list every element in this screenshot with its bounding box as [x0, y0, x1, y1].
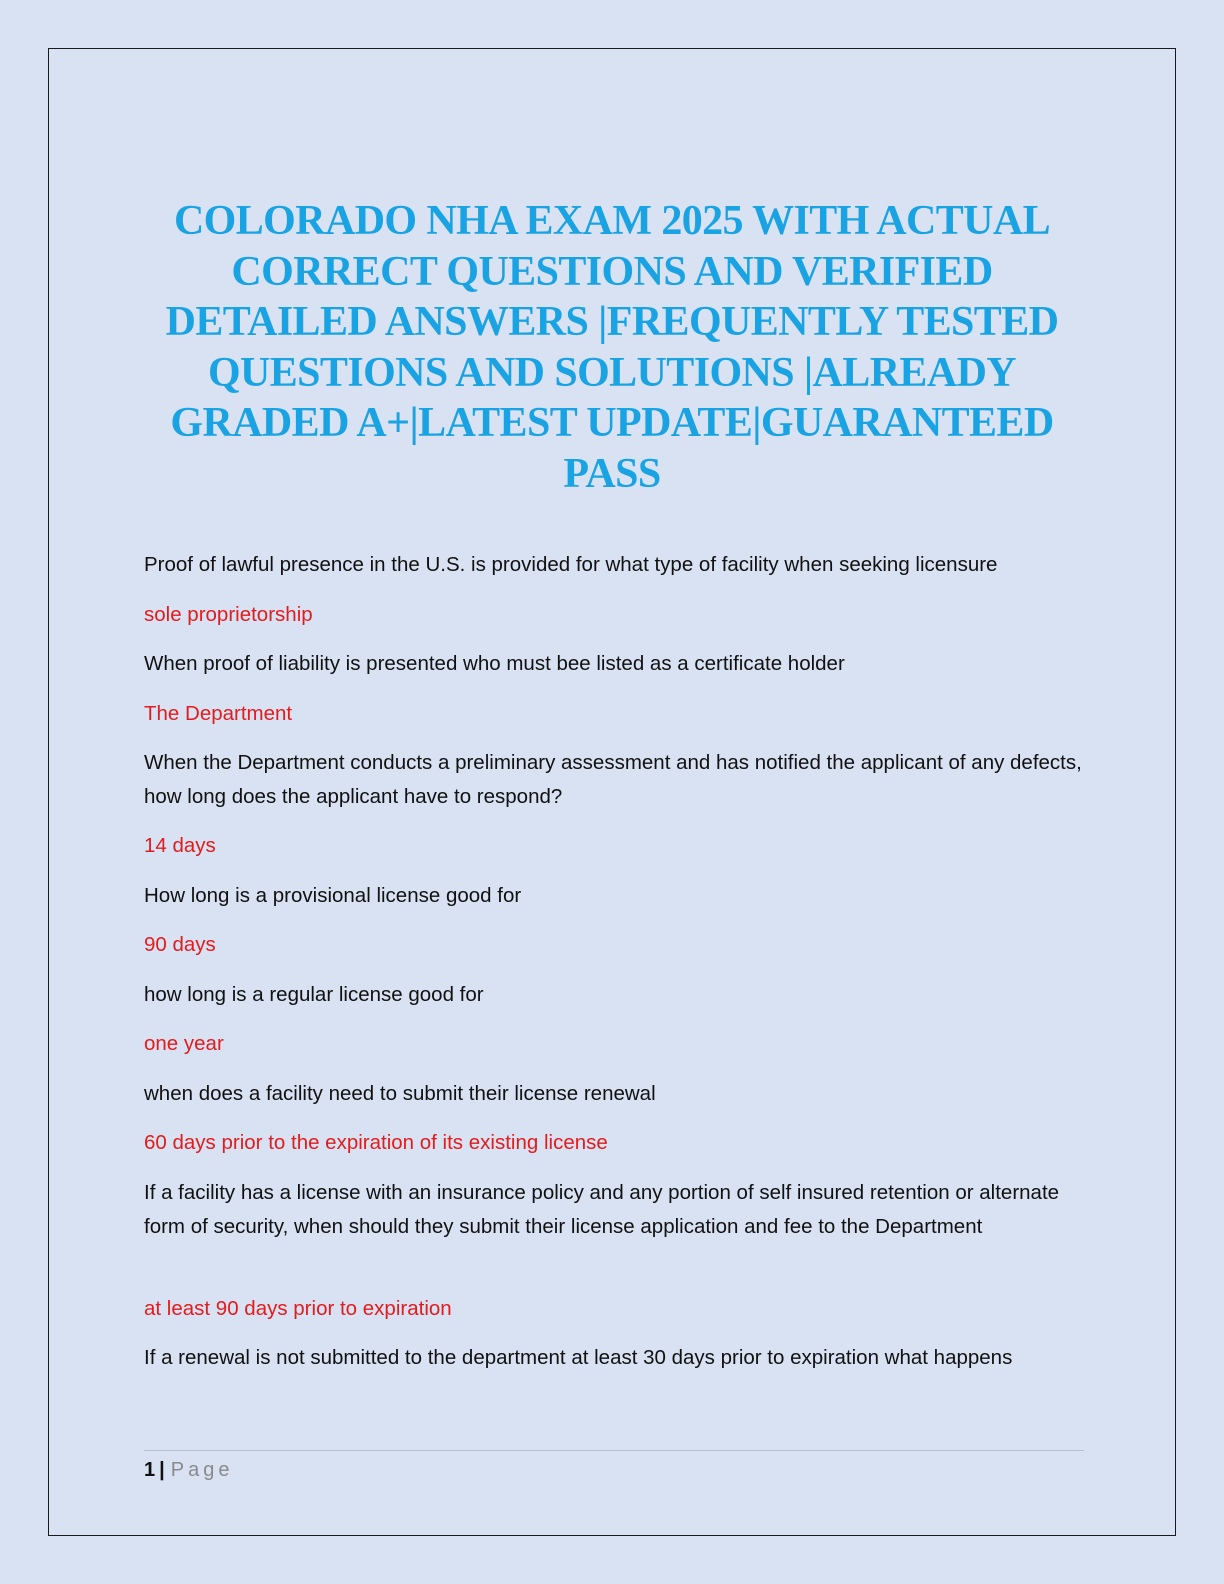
footer-divider	[144, 1450, 1084, 1451]
page-label: Page	[170, 1459, 234, 1481]
question-7: If a facility has a license with an insurance policy and any portion of self insured retention or alternate form of security, when should they submit their license application and fee to the Department	[144, 1181, 1060, 1238]
answer-4: 90 days	[144, 933, 216, 956]
question-5: how long is a regular license good for	[144, 983, 484, 1006]
answer-6: 60 days prior to the expiration of its existing license	[144, 1131, 608, 1154]
document-title: COLORADO NHA EXAM 2025 WITH ACTUAL CORRECT QUESTIONS AND VERIFIED DETAILED ANSWERS |FREQUENTLY TESTED QUESTIONS AND SOLUTIONS |ALREADY GRADED A+|LATEST UPDATE|GUARANTEED PASS	[165, 198, 1059, 497]
answer-5: one year	[144, 1032, 224, 1055]
answer-2: The Department	[144, 702, 293, 725]
question-3: When the Department conducts a preliminary assessment and has notified the applicant of any defects, how long does the applicant have to respond?	[144, 751, 1082, 808]
page-footer	[144, 1455, 233, 1485]
question-2: When proof of liability is presented who must bee listed as a certificate holder	[144, 652, 845, 675]
answer-7: at least 90 days prior to expiration	[144, 1297, 452, 1320]
question-1: Proof of lawful presence in the U.S. is provided for what type of facility when seeking licensure	[144, 553, 998, 576]
question-4: How long is a provisional license good for	[144, 884, 522, 907]
footer-separator: |	[159, 1459, 165, 1481]
answer-1: sole proprietorship	[144, 603, 313, 626]
answer-3: 14 days	[144, 834, 216, 857]
question-6: when does a facility need to submit their license renewal	[144, 1082, 656, 1105]
page-number: 1	[144, 1459, 156, 1481]
question-8: If a renewal is not submitted to the department at least 30 days prior to expiration what happens	[144, 1346, 1013, 1369]
